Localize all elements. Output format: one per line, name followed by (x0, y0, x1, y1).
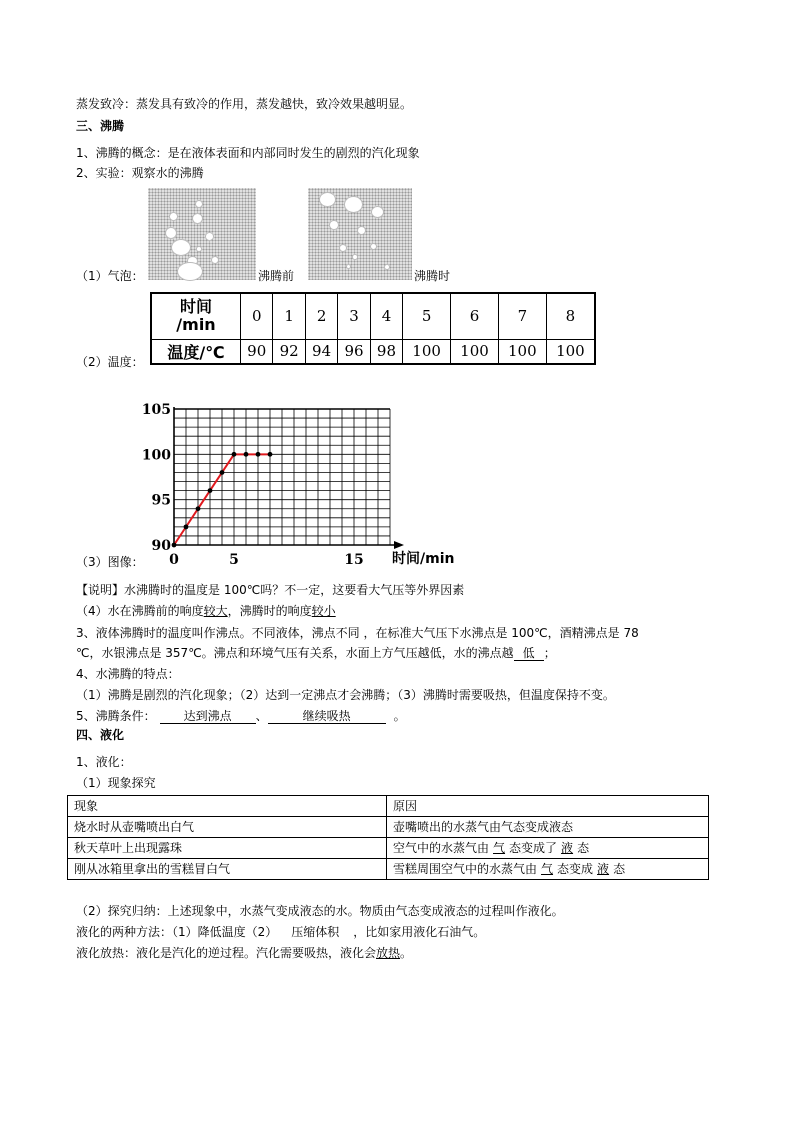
methods-text: 液化的两种方法：（1）降低温度（2） (76, 925, 278, 939)
y-tick-label: 95 (151, 492, 171, 509)
data-point (244, 452, 249, 457)
reason-blank: 气 (541, 862, 554, 876)
time-cell: 7 (498, 293, 546, 339)
temp-cell: 100 (498, 339, 546, 364)
loudness-text-pre: （4）水在沸腾前的响度 (76, 604, 204, 618)
summary-line: （2）探究归纳：上述现象中，水蒸气变成液态的水。物质由气态变成液态的过程叫作液化。 (76, 904, 564, 918)
x-axis-label: 时间/min (392, 551, 455, 567)
data-point (172, 543, 177, 548)
bubbles-during-image (308, 188, 412, 280)
heat-text: 液化放热：液化是汽化的逆过程。汽化需要吸热，液化会 (76, 946, 377, 960)
features-line: （1）沸腾是剧烈的汽化现象；（2）达到一定沸点才会沸腾；（3）沸腾时需要吸热，但温度保持不变。 (76, 688, 615, 702)
y-tick-label: 105 (141, 402, 171, 418)
heat-line (76, 945, 412, 961)
section-3-title: 三、沸腾 (76, 119, 125, 133)
boiling-concept: 1、沸腾的概念：是在液体表面和内部同时发生的剧烈的汽化现象 (76, 146, 420, 160)
temp-cell: 90 (241, 339, 273, 364)
reason-text: 态变成 (557, 862, 594, 876)
phenomenon-header: 现象 (68, 796, 387, 817)
heat-answer: 放热 (376, 946, 401, 960)
phenomenon-cell: 秋天草叶上出现露珠 (68, 838, 387, 859)
reason-cell (387, 838, 709, 859)
reason-text: 态变成了 (509, 841, 558, 855)
experiment-heading: 2、实验：观察水的沸腾 (76, 166, 204, 180)
conditions-separator: 、 (255, 709, 268, 723)
boiling-point-answer: 低 (514, 645, 544, 661)
reason-blank: 液 (597, 862, 610, 876)
evaporation-cooling-line: 蒸发致冷：蒸发具有致冷的作用，蒸发越快，致冷效果越明显。 (76, 97, 413, 111)
bubbles-label: （1）气泡： (76, 269, 144, 283)
features-title: 4、水沸腾的特点： (76, 667, 180, 681)
conditions-post: 。 (393, 709, 406, 723)
phenomenon-cell: 烧水时从壶嘴喷出白气 (68, 817, 387, 838)
liquefaction-heading: 1、液化： (76, 755, 132, 769)
y-tick-label: 90 (151, 538, 171, 554)
reason-text: 态 (577, 841, 590, 855)
table-row (68, 838, 709, 859)
temp-cell: 100 (403, 339, 451, 364)
conditions-text: 5、沸腾条件： (76, 709, 156, 723)
phenomena-title: （1）现象探究 (76, 776, 156, 790)
temp-cell: 96 (338, 339, 370, 364)
data-point (220, 470, 225, 475)
condition-answer-2: 继续吸热 (268, 708, 386, 724)
time-row (151, 293, 595, 339)
time-cell: 8 (546, 293, 595, 339)
bubbles-before-label: 沸腾前 (258, 269, 295, 283)
time-cell: 1 (273, 293, 305, 339)
temp-row (151, 339, 595, 364)
temp-header: 温度/℃ (151, 339, 241, 364)
boiling-point-line-2 (76, 645, 556, 661)
temp-cell: 94 (305, 339, 337, 364)
x-axis-arrow (394, 541, 404, 549)
time-cell: 3 (338, 293, 370, 339)
temp-cell: 92 (273, 339, 305, 364)
loudness-line (76, 603, 336, 619)
reason-text: 空气中的水蒸气由 (393, 841, 490, 855)
y-tick-label: 100 (141, 447, 171, 464)
time-header: 时间 /min (151, 293, 241, 339)
bubbles-before-image (148, 188, 256, 280)
loudness-text-mid: ，沸腾时的响度 (227, 604, 312, 618)
x-tick-label: 0 (169, 552, 179, 568)
time-cell: 4 (370, 293, 402, 339)
boiling-point-post: ； (543, 646, 556, 660)
data-point (232, 452, 237, 457)
reason-blank: 液 (561, 841, 574, 855)
data-point (196, 506, 201, 511)
table-row (68, 817, 709, 838)
loudness-answer-before: 较大 (203, 604, 228, 618)
temp-cell: 98 (370, 339, 402, 364)
bubbles-during-label: 沸腾时 (414, 269, 451, 283)
temp-cell: 100 (451, 339, 499, 364)
temperature-label: （2）温度： (76, 355, 144, 369)
methods-post: ，比如家用液化石油气。 (353, 925, 486, 939)
phenomena-header-row (68, 796, 709, 817)
boiling-temperature-chart (140, 395, 460, 575)
boiling-point-text: ℃，水银沸点是 357℃。沸点和环境气压有关系，水面上方气压越低，水的沸点越 (76, 646, 514, 660)
phenomenon-cell: 刚从冰箱里拿出的雪糕冒白气 (68, 859, 387, 880)
data-point (208, 488, 213, 493)
reason-cell (387, 859, 709, 880)
temp-cell: 100 (546, 339, 595, 364)
data-point (268, 452, 273, 457)
heat-post: 。 (400, 946, 413, 960)
data-point (256, 452, 261, 457)
methods-answer: 压缩体积 (291, 925, 340, 939)
data-point (184, 524, 189, 529)
time-cell: 2 (305, 293, 337, 339)
table-row (68, 859, 709, 880)
temperature-table (150, 292, 596, 365)
boiling-point-line-1: 3、液体沸腾时的温度叫作沸点。不同液体，沸点不同 ，在标准大气压下水沸点是 100℃，酒精沸点是 78 (76, 626, 639, 640)
graph-label: （3）图像： (76, 555, 144, 569)
x-tick-label: 15 (344, 552, 364, 568)
reason-text: 态 (613, 862, 626, 876)
conditions-line (76, 708, 406, 724)
reason-cell: 壶嘴喷出的水蒸气由气态变成液态 (387, 817, 709, 838)
time-cell: 6 (451, 293, 499, 339)
reason-header: 原因 (387, 796, 709, 817)
time-cell: 5 (403, 293, 451, 339)
note-line: 【说明】水沸腾时的温度是 100℃吗？不一定，这要看大气压等外界因素 (76, 583, 465, 597)
condition-answer-1: 达到沸点 (160, 708, 256, 724)
reason-text: 雪糕周围空气中的水蒸气由 (393, 862, 538, 876)
loudness-answer-during: 较小 (311, 604, 336, 618)
time-cell: 0 (241, 293, 273, 339)
x-tick-label: 5 (229, 552, 239, 568)
phenomena-table (67, 795, 709, 880)
methods-line (76, 924, 485, 940)
reason-blank: 气 (493, 841, 506, 855)
section-4-title: 四、液化 (76, 728, 125, 742)
